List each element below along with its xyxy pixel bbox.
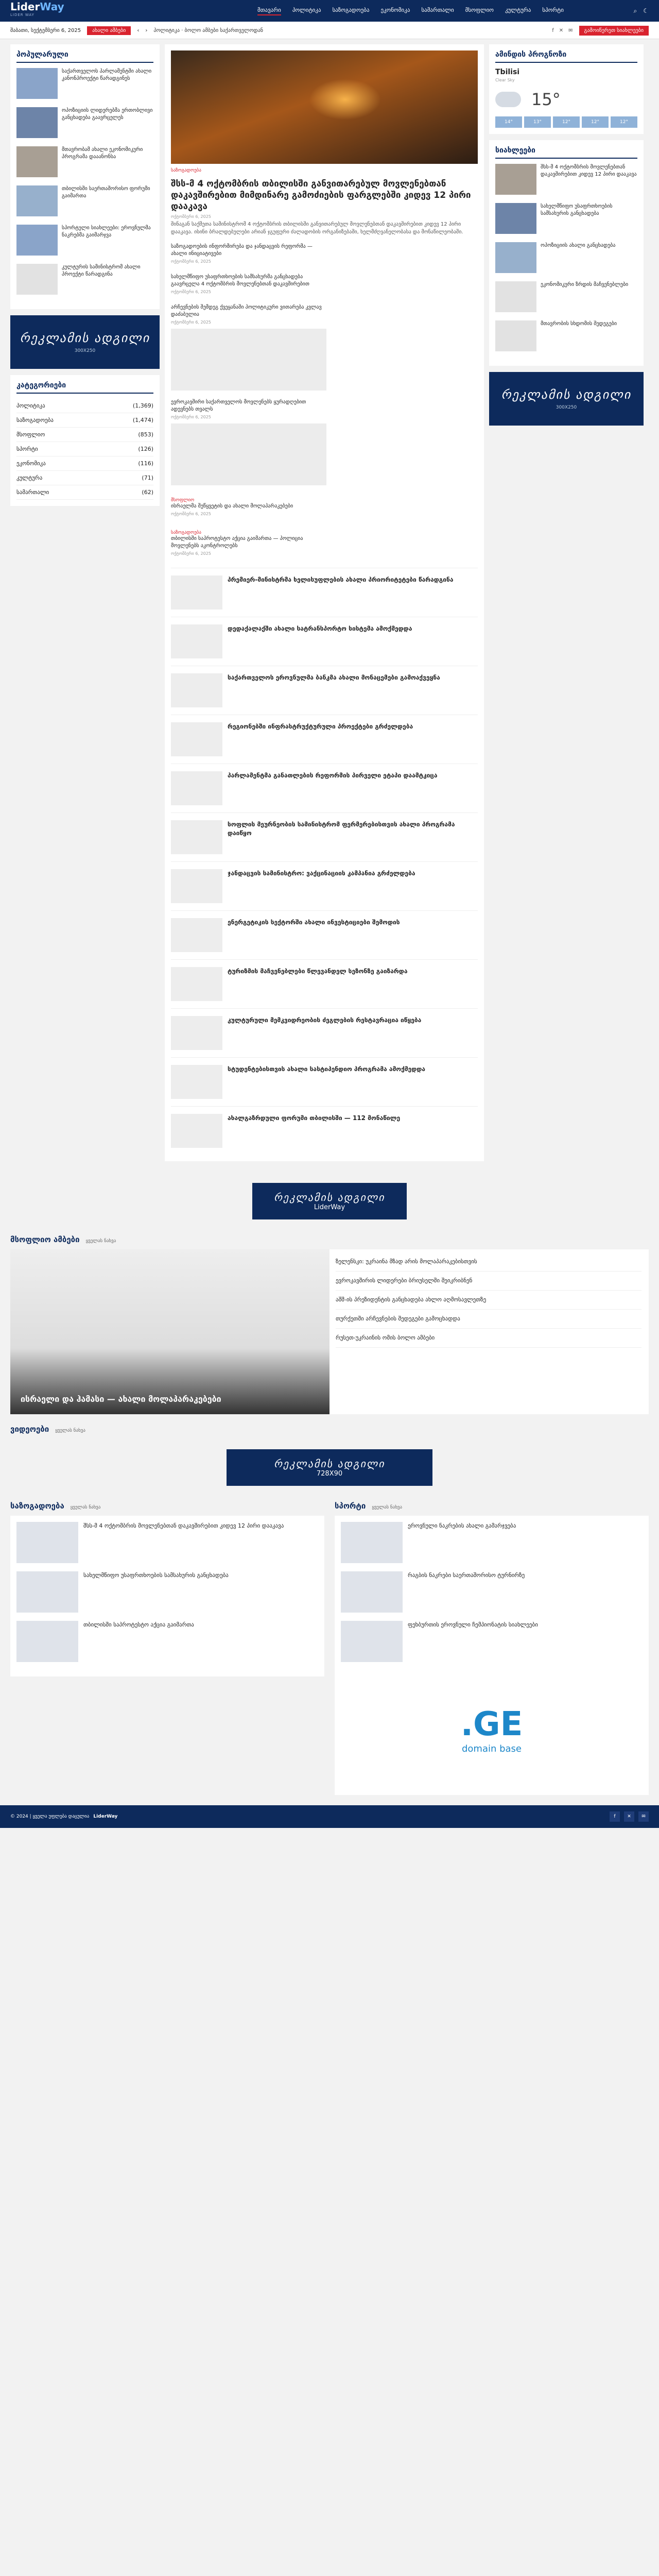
domain-base-badge[interactable] bbox=[341, 1670, 643, 1789]
thumbnail bbox=[495, 203, 536, 234]
thumbnail bbox=[495, 320, 536, 351]
list-item[interactable] bbox=[171, 1008, 478, 1057]
view-all-link[interactable]: ყველას ნახვა bbox=[372, 1505, 403, 1510]
item-title: ეკონომიკური ზრდის მაჩვენებლები bbox=[541, 282, 629, 287]
forecast-day: 12° bbox=[582, 116, 609, 128]
category-count: (62) bbox=[142, 489, 153, 496]
card-date: ოქტომბერი 6, 2025 bbox=[171, 512, 211, 516]
videos-section bbox=[10, 1425, 649, 1434]
card-title: თბილისში საპროტესტო აქცია გაიმართა — პოლიცია მოვლენებს აკონტროლებს bbox=[171, 536, 303, 549]
card-date: ოქტომბერი 6, 2025 bbox=[171, 290, 211, 294]
list-item[interactable] bbox=[16, 225, 153, 256]
item-title: რეგიონებში ინფრასტრუქტურული პროექტები გრძელდება bbox=[228, 723, 413, 730]
forecast-day: 13° bbox=[524, 116, 551, 128]
article-category[interactable]: საზოგადოება bbox=[171, 168, 201, 173]
society-column bbox=[10, 1501, 324, 1795]
latest-news-title: სიახლეები bbox=[495, 146, 637, 159]
category-count: (1,369) bbox=[132, 402, 153, 409]
list-item[interactable] bbox=[171, 910, 478, 959]
featured-caption: ისრაელი და ჰამასი — ახალი მოლაპარაკებები bbox=[21, 1394, 221, 1404]
list-item[interactable]: აშშ-ის პრეზიდენტის განცხადება ახლო აღმოსავლეთზე bbox=[336, 1291, 641, 1310]
ad-title: რეკლამის ადგილი bbox=[274, 1458, 385, 1470]
thumbnail bbox=[16, 1621, 78, 1662]
item-title: სახელმწიფო უსაფრთხოების სამსახურის განცხადება bbox=[541, 204, 613, 216]
thumbnail bbox=[495, 164, 536, 195]
article-excerpt: შინაგან საქმეთა სამინისტრომ 4 ოქტომბრის თბილისში განვითარებულ მოვლენებთან დაკავშირებით კიდევ 12 პირი დააკავა. ისინი ბრალდებულები არიან ჯგუფური ძალადობის ორგანიზებაში, ხელმძღვანელობასა და მონაწილეობაში. bbox=[171, 222, 463, 235]
item-title: ახალგაზრდული ფორუმი თბილისში — 112 მონაწილე bbox=[228, 1114, 401, 1122]
card-date: ოქტომბერი 6, 2025 bbox=[171, 259, 211, 264]
card-date: ოქტომბერი 6, 2025 bbox=[171, 551, 211, 556]
article-card[interactable] bbox=[171, 243, 326, 265]
card-date: ოქტომბერი 6, 2025 bbox=[171, 320, 211, 325]
item-title: ენერგეტიკის სექტორში ახალი ინვესტიციები შემოდის bbox=[228, 919, 400, 926]
weather-widget bbox=[489, 44, 644, 134]
ad-brand: LiderWay bbox=[314, 1204, 345, 1211]
list-item[interactable]: ევროკავშირის ლიდერები ბრიუსელში შეიკრიბნენ bbox=[336, 1272, 641, 1291]
list-item[interactable] bbox=[171, 764, 478, 812]
list-item[interactable] bbox=[171, 666, 478, 715]
list-item[interactable] bbox=[16, 1571, 318, 1613]
category-count: (853) bbox=[138, 431, 153, 438]
domain-mark: .GE bbox=[460, 1705, 523, 1743]
list-item[interactable] bbox=[171, 715, 478, 764]
list-item[interactable] bbox=[171, 1106, 478, 1155]
site-logo[interactable] bbox=[10, 3, 165, 19]
article-date: ოქტომბერი 6, 2025 bbox=[171, 214, 211, 219]
category-name: საზოგადოება bbox=[16, 417, 54, 423]
chevron-right-icon[interactable]: › bbox=[145, 27, 148, 33]
article-card[interactable] bbox=[171, 399, 326, 485]
list-item[interactable]: თურქეთში არჩევნების შედეგები გამოცხადდა bbox=[336, 1310, 641, 1329]
ad-banner-mid[interactable] bbox=[252, 1183, 407, 1219]
list-item[interactable] bbox=[16, 146, 153, 177]
bottom-sections bbox=[10, 1501, 649, 1795]
social-links bbox=[552, 28, 573, 33]
category-name: მსოფლიო bbox=[16, 431, 45, 438]
category-item[interactable] bbox=[16, 399, 153, 413]
list-item[interactable] bbox=[495, 242, 637, 273]
item-title: სტუდენტებისთვის ახალი სასტიპენდიო პროგრამა ამოქმედდა bbox=[228, 1065, 425, 1073]
card-title: სახელმწიფო უსაფრთხოების სამსახურმა განცხადება გაავრცელა 4 ოქტომბრის მოვლენებთან დაკავშირებით bbox=[171, 274, 309, 287]
forecast-day: 12° bbox=[611, 116, 637, 128]
left-sidebar bbox=[10, 44, 160, 1167]
section-title: სპორტი bbox=[335, 1501, 366, 1511]
section-title: საზოგადოება bbox=[10, 1501, 64, 1511]
thumbnail bbox=[171, 1114, 222, 1148]
breaking-badge: ახალი ამბები bbox=[87, 26, 131, 35]
domain-text: domain base bbox=[461, 1743, 522, 1754]
category-name: კულტურა bbox=[16, 474, 43, 481]
weather-condition: Clear Sky bbox=[495, 78, 515, 82]
ad-banner-bottom[interactable] bbox=[227, 1449, 432, 1486]
featured-video[interactable] bbox=[10, 1249, 330, 1414]
footer-social bbox=[610, 1811, 649, 1822]
weather-temp: 15° bbox=[531, 90, 561, 109]
article-card[interactable] bbox=[171, 494, 326, 518]
item-title: შსს-მ 4 ოქტომბრის მოვლენებთან დაკავშირებით კიდევ 12 პირი დააკავა bbox=[541, 164, 637, 177]
category-item[interactable] bbox=[16, 456, 153, 471]
sport-column bbox=[335, 1501, 649, 1795]
x-icon[interactable]: ✕ bbox=[559, 27, 564, 33]
main-layout bbox=[10, 44, 649, 1167]
card-title: არჩევნების შემდეგ ქვეყანაში პოლიტიკური ვითარება კვლავ დაძაბულია bbox=[171, 304, 322, 317]
hero-image[interactable] bbox=[171, 50, 478, 164]
list-item[interactable] bbox=[171, 568, 478, 617]
list-item[interactable] bbox=[171, 959, 478, 1008]
category-name: სამართალი bbox=[16, 489, 49, 496]
item-title: ტურიზმის მაჩვენებლები წლევანდელ სეზონზე გაიზარდა bbox=[228, 968, 408, 975]
ad-size: 728X90 bbox=[316, 1470, 343, 1478]
card-image bbox=[171, 423, 326, 485]
list-item[interactable] bbox=[341, 1571, 643, 1613]
world-news-list bbox=[336, 1249, 649, 1414]
section-title: მსოფლიო ამბები bbox=[10, 1235, 80, 1244]
thumbnail bbox=[495, 242, 536, 273]
popular-title: პოპულარული bbox=[16, 50, 153, 63]
thumbnail bbox=[171, 673, 222, 707]
list-item[interactable]: ზელენსკი: უკრაინა მზად არის მოლაპარაკებისთვის bbox=[336, 1252, 641, 1272]
chevron-left-icon[interactable]: ‹ bbox=[137, 27, 140, 33]
thumbnail bbox=[171, 918, 222, 952]
article-card[interactable] bbox=[171, 274, 326, 296]
footer-brand[interactable]: LiderWay bbox=[93, 1814, 118, 1819]
hero-title[interactable]: შსს-მ 4 ოქტომბრის თბილისში განვითარებულ მოვლენებთან დაკავშირებით მიმდინარე გამოძიების ფარგლებში კიდევ 12 პირი დააკავა bbox=[171, 179, 471, 212]
list-item[interactable] bbox=[16, 1522, 318, 1563]
item-title: კულტურის სამინისტრომ ახალი პროექტი წარადგინა bbox=[62, 264, 141, 277]
item-title: ჯანდაცვის სამინისტრო: ვაქცინაციის კამპანია გრძელდება bbox=[228, 870, 415, 877]
thumbnail bbox=[171, 771, 222, 805]
ad-title: რეკლამის ადგილი bbox=[274, 1191, 385, 1204]
thumbnail bbox=[341, 1571, 403, 1613]
list-item[interactable] bbox=[495, 164, 637, 195]
category-count: (1,474) bbox=[132, 417, 153, 423]
thumbnail bbox=[171, 575, 222, 609]
list-item[interactable] bbox=[495, 320, 637, 351]
item-title: სპორტული სიახლეები: ეროვნულმა ნაკრებმა გაიმარჯვა bbox=[62, 225, 151, 238]
weather-title: ამინდის პროგნოზი bbox=[495, 50, 637, 63]
header-icons bbox=[634, 7, 649, 15]
card-title: ისრაელმა შეწყვეტის და ახალი მოლაპარაკებები bbox=[171, 503, 293, 509]
thumbnail bbox=[171, 1016, 222, 1050]
facebook-icon[interactable]: f bbox=[610, 1811, 620, 1822]
category-count: (71) bbox=[142, 474, 153, 481]
thumbnail bbox=[16, 1571, 78, 1613]
article-card[interactable] bbox=[171, 526, 326, 557]
card-category[interactable]: საზოგადოება bbox=[171, 530, 201, 535]
thumbnail bbox=[16, 185, 58, 216]
item-title: თბილისში საერთაშორისო ფორუმი გაიმართა bbox=[62, 186, 150, 199]
categories-title: კატეგორიები bbox=[16, 381, 153, 394]
item-title: მთავრობამ ახალი ეკონომიკური პროგრამა დააანონსა bbox=[62, 147, 143, 160]
logo-part-b: Way bbox=[40, 1, 64, 13]
footer-copyright: © 2024 | ყველა უფლება დაცულია bbox=[10, 1814, 90, 1819]
latest-news-box bbox=[489, 140, 644, 366]
item-title: დედაქალაქში ახალი სატრანსპორტო სისტემა ამოქმედდა bbox=[228, 625, 412, 632]
section-title: ვიდეოები bbox=[10, 1425, 49, 1434]
category-item[interactable] bbox=[16, 413, 153, 428]
logo-part-a: Lider bbox=[10, 1, 40, 13]
article-card[interactable] bbox=[171, 304, 326, 391]
ad-title: რეკლამის ადგილი bbox=[20, 331, 150, 345]
category-item[interactable] bbox=[16, 485, 153, 500]
search-icon[interactable]: ⌕ bbox=[633, 7, 637, 14]
view-all-link[interactable]: ყველას ნახვა bbox=[70, 1505, 101, 1510]
item-title: საქართველოს ეროვნულმა ბანკმა ახალი მონაცემები გამოაქვეყნა bbox=[228, 674, 440, 681]
popular-box bbox=[10, 44, 160, 309]
list-item[interactable] bbox=[495, 281, 637, 312]
card-image bbox=[171, 329, 326, 391]
main-content bbox=[165, 44, 484, 1167]
thumbnail bbox=[16, 225, 58, 256]
thumbnail bbox=[171, 869, 222, 903]
thumbnail bbox=[16, 146, 58, 177]
cloud-icon bbox=[495, 92, 521, 107]
thumbnail bbox=[495, 281, 536, 312]
categories-box bbox=[10, 375, 160, 506]
thumbnail bbox=[341, 1621, 403, 1662]
item-title: ეროვნული ნაკრების ახალი გამარჯვება bbox=[408, 1522, 516, 1529]
thumbnail bbox=[171, 820, 222, 854]
card-category[interactable]: მსოფლიო bbox=[171, 498, 195, 503]
moon-icon[interactable]: ☾ bbox=[643, 7, 649, 14]
item-title: რაგბის ნაკრები საერთაშორისო ტურნირზე bbox=[408, 1572, 525, 1579]
facebook-icon[interactable]: f bbox=[552, 27, 554, 33]
list-item[interactable] bbox=[171, 617, 478, 666]
weather-forecast bbox=[495, 116, 637, 128]
mail-icon[interactable]: ✉ bbox=[638, 1811, 649, 1822]
nav-item-politics[interactable]: პოლიტიკა bbox=[292, 6, 321, 13]
x-icon[interactable]: ✕ bbox=[624, 1811, 634, 1822]
thumbnail bbox=[16, 68, 58, 99]
thumbnail bbox=[171, 967, 222, 1001]
item-title: ოპოზიციის ახალი განცხადება bbox=[541, 243, 616, 248]
logo-tagline: LIDER WAY bbox=[10, 13, 34, 17]
ad-size: 300X250 bbox=[74, 348, 96, 353]
category-name: სპორტი bbox=[16, 446, 38, 452]
item-title: კულტურული მემკვიდრეობის ძეგლების რესტავრაცია იწყება bbox=[228, 1016, 422, 1024]
view-all-link[interactable]: ყველას ნახვა bbox=[55, 1428, 85, 1433]
main-nav bbox=[257, 7, 564, 15]
category-list bbox=[16, 399, 153, 500]
list-item[interactable] bbox=[16, 68, 153, 99]
thumbnail bbox=[171, 722, 222, 756]
sub-bar bbox=[0, 22, 659, 39]
item-title: სახელმწიფო უსაფრთხოების სამსახურის განცხადება bbox=[83, 1572, 229, 1579]
list-item[interactable] bbox=[16, 264, 153, 295]
list-item[interactable] bbox=[16, 185, 153, 216]
item-title: საქართველოს პარლამენტში ახალი კანონპროექტი წარადგინეს bbox=[62, 69, 152, 81]
category-count: (116) bbox=[138, 460, 153, 467]
subscribe-button[interactable]: გამოიწერეთ სიახლეები bbox=[579, 26, 649, 36]
nav-item-culture[interactable]: კულტურა bbox=[505, 6, 531, 13]
nav-item-world[interactable]: მსოფლიო bbox=[465, 6, 494, 13]
list-item[interactable] bbox=[16, 107, 153, 138]
item-title: პარლამენტმა განათლების რეფორმის პირველი ეტაპი დაამტკიცა bbox=[228, 772, 438, 779]
weather-now bbox=[495, 90, 637, 109]
card-date: ოქტომბერი 6, 2025 bbox=[171, 415, 211, 419]
category-count: (126) bbox=[138, 446, 153, 452]
list-item[interactable] bbox=[171, 1057, 478, 1106]
category-name: ეკონომიკა bbox=[16, 460, 46, 467]
mail-icon[interactable]: ✉ bbox=[568, 27, 573, 33]
item-title: ოპოზიციის ლიდერებმა ერთობლივი განცხადება გაავრცელეს bbox=[62, 108, 153, 121]
ad-title: რეკლამის ადგილი bbox=[501, 387, 632, 402]
list-item[interactable] bbox=[171, 812, 478, 861]
nav-item-society[interactable]: საზოგადოება bbox=[332, 6, 370, 13]
nav-item-home[interactable]: მთავარი bbox=[257, 7, 281, 15]
category-item[interactable] bbox=[16, 428, 153, 442]
news-ticker[interactable]: პოლიტიკა · ბოლო ამბები საქართველოდან bbox=[153, 27, 264, 33]
thumbnail bbox=[16, 1522, 78, 1563]
nav-item-economy[interactable]: ეკონომიკა bbox=[380, 6, 410, 13]
item-title: ფეხბურთის ეროვნული ჩემპიონატის სიახლეები bbox=[408, 1621, 538, 1628]
item-title: თბილისში საპროტესტო აქცია გაიმართა bbox=[83, 1621, 194, 1628]
item-title: შსს-მ 4 ოქტომბრის მოვლენებთან დაკავშირებით კიდევ 12 პირი დააკავა bbox=[83, 1522, 284, 1529]
item-title: მთავრობის სხდომის შედეგები bbox=[541, 321, 617, 327]
thumbnail bbox=[16, 264, 58, 295]
thumbnail bbox=[341, 1522, 403, 1563]
article-list bbox=[171, 568, 478, 1155]
nav-item-law[interactable]: სამართალი bbox=[421, 6, 454, 13]
featured-article bbox=[165, 44, 484, 1161]
top-navbar bbox=[0, 0, 659, 22]
nav-item-sport[interactable]: სპორტი bbox=[542, 6, 564, 13]
card-title: ევროკავშირი საქართველოს მოვლენებს ყურადღებით ადევნებს თვალს bbox=[171, 399, 306, 412]
weather-city: Tbilisi bbox=[495, 68, 520, 76]
item-title: პრემიერ-მინისტრმა ხელისუფლების ახალი პრიორიტეტები წარადგინა bbox=[228, 576, 454, 583]
ad-size: 300X250 bbox=[556, 405, 577, 410]
card-title: საზოგადოების ინფორმირება და ჯანდაცვის რეფორმა — ახალი ინიციატივები bbox=[171, 244, 313, 257]
forecast-day: 14° bbox=[495, 116, 522, 128]
list-item[interactable] bbox=[341, 1621, 643, 1662]
article-grid bbox=[171, 243, 478, 557]
right-sidebar bbox=[489, 44, 644, 1167]
thumbnail bbox=[171, 624, 222, 658]
current-date: შაბათი, სექტემბერი 6, 2025 bbox=[10, 27, 81, 33]
site-footer bbox=[0, 1805, 659, 1828]
ad-slot-right[interactable] bbox=[489, 372, 644, 426]
list-item[interactable] bbox=[341, 1522, 643, 1563]
list-item[interactable] bbox=[16, 1621, 318, 1662]
list-item[interactable] bbox=[171, 861, 478, 910]
category-item[interactable] bbox=[16, 471, 153, 485]
forecast-day: 12° bbox=[553, 116, 580, 128]
item-title: სოფლის მეურნეობის სამინისტრომ ფერმერებისთვის ახალი პროგრამა დაიწყო bbox=[228, 821, 455, 837]
world-news-section bbox=[10, 1235, 649, 1414]
thumbnail bbox=[171, 1065, 222, 1099]
category-name: პოლიტიკა bbox=[16, 402, 45, 409]
list-item[interactable] bbox=[495, 203, 637, 234]
category-item[interactable] bbox=[16, 442, 153, 456]
view-all-link[interactable]: ყველას ნახვა bbox=[85, 1239, 116, 1244]
list-item[interactable]: რუსეთ-უკრაინის ომის ბოლო ამბები bbox=[336, 1329, 641, 1348]
thumbnail bbox=[16, 107, 58, 138]
ad-slot-left[interactable] bbox=[10, 315, 160, 369]
